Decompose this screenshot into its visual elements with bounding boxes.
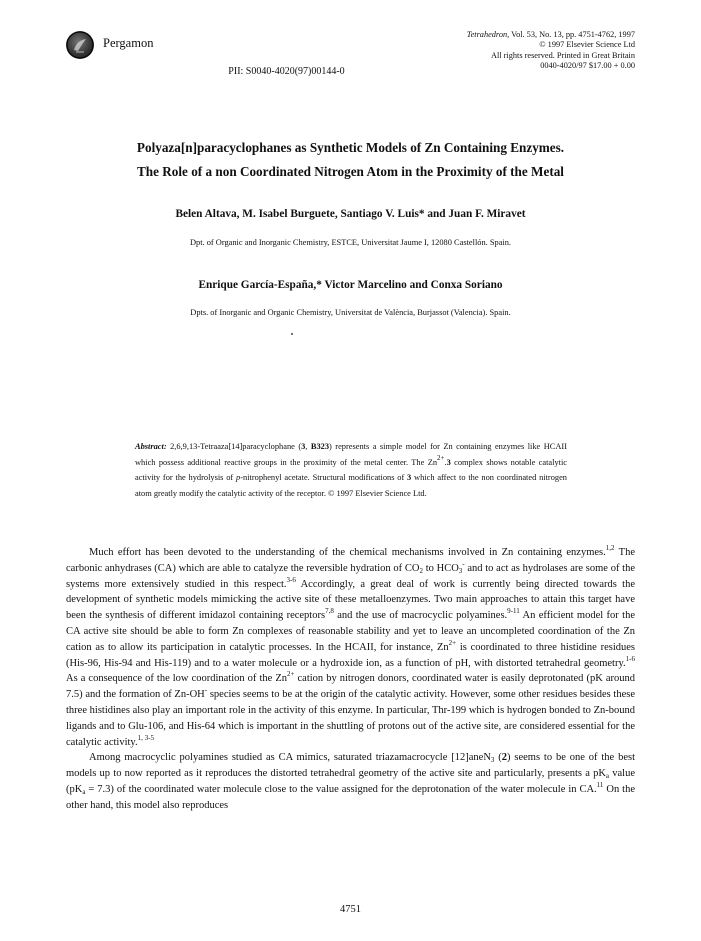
abstract-text: ) represents a simple model for Zn containing enzymes like HCAII which possess additional reactive groups in the proximity of the metal center. The Zn — [135, 442, 568, 467]
superscript: 2+ — [448, 638, 457, 647]
reference-marker: 3-6 — [286, 575, 296, 584]
subscript: 2 — [419, 566, 423, 575]
pii-line — [0, 66, 701, 77]
abstract — [135, 439, 567, 501]
compound-ref: B323 — [310, 442, 330, 451]
pii-text: PII: S0040-4020(97)00144-0 — [228, 66, 345, 77]
abstract-text: complex shows notable catalytic activity for the hydrolysis of — [135, 457, 568, 482]
affiliation-2: Dpts. of Inorganic and Organic Chemistry, Universitat de València, Burjassot (Valencia). Spain. — [190, 308, 511, 317]
author-group-2: Enrique García-España,* Victor Marcelino and Conxa Soriano — [198, 279, 503, 291]
italic-prefix: p — [236, 473, 241, 482]
subscript: 3 — [458, 566, 463, 575]
body-text — [66, 545, 635, 814]
reference-marker: 11 — [596, 780, 604, 789]
reference-marker: 1,2 — [605, 544, 615, 552]
text-run: species seems to be at the origin of the catalytic activity. However, some other residues besides these three histidines also play an important role in the activity of this enzyme. In particular, Thr-199 which is hydrogen bonded to Zn-bound ligands and to Glu-106, and His-64 which is important in the shuttling of protons out of the active site, are considered essential for the catalytic activity. — [66, 689, 635, 748]
pergamon-logo-icon — [66, 31, 94, 59]
superscript: - — [204, 686, 208, 695]
abstract-label: Abstract: — [135, 442, 167, 451]
text-run: = 7.3) of the coordinated water molecule close to the value assigned for the deprotonation of the water molecule in CA. — [85, 783, 597, 795]
title-line-2: The Role of a non Coordinated Nitrogen Atom in the Proximity of the Metal — [137, 164, 564, 179]
superscript: 2+ — [437, 453, 445, 462]
text-run: As a consequence of the low coordination of the Zn — [66, 673, 288, 685]
text-run: value (pK — [66, 768, 635, 795]
price-line: 0040-4020/97 $17.00 + 0.00 — [540, 61, 635, 71]
abstract-text: -nitrophenyl acetate. Structural modifications of — [240, 473, 408, 482]
rights-line: All rights reserved. Printed in Great Britain — [490, 50, 635, 60]
text-run: and the use of macrocyclic polyamines. — [333, 610, 508, 622]
text-run: The carbonic anhydrases (CA) which are able to catalyze the reversible hydration of CO — [66, 547, 636, 574]
page-number: 4751 — [340, 904, 361, 915]
publisher-name: Pergamon — [103, 36, 154, 50]
paragraph-1 — [66, 545, 635, 750]
title-line-1: Polyaza[n]paracyclophanes as Synthetic Models of Zn Containing Enzymes. — [136, 140, 565, 155]
abstract-text: 2,6,9,13-Tetraaza[14]paracyclophane ( — [166, 442, 302, 451]
compound-ref: 3 — [301, 442, 306, 451]
text-run: cation by nitrogen donors, coordinated water is easily deprotonated (pK around 7.5) and the formation of Zn-OH — [66, 673, 635, 701]
superscript: - — [462, 559, 465, 568]
compound-ref: 3 — [407, 473, 412, 482]
text-run: Accordingly, a great deal of work is currently being directed towards the development of synthetic models mimicking the active site of these metalloenzymes. Two main approaches to attain this target have been the synthesis of different imidazol containing receptors — [66, 578, 636, 622]
abstract-text: . — [444, 457, 447, 467]
abstract-text: , — [305, 442, 311, 451]
paragraph-2 — [66, 750, 635, 813]
text-run: is coordinated to three histidine residues (His-96, His-94 and His-119) and to a water molecule or a hydroxide ion, as a function of pH, with distorted tetrahedral geometry. — [66, 641, 635, 669]
stray-dot-mark — [291, 333, 293, 335]
subscript: a — [82, 787, 86, 796]
compound-ref: 2 — [501, 752, 508, 764]
abstract-text: which affect to the non coordinated nitrogen atom greatly modify the catalytic activity of the receptor. © 1997 Elsevier Science Ltd. — [135, 473, 567, 498]
affiliation-1: Dpt. of Organic and Inorganic Chemistry, ESTCE, Universitat Jaume I, 12080 Castellón. Spain. — [189, 238, 512, 247]
text-run: ) seems to be one of the best models up to now reported as it reproduces the distorted tetrahedral geometry of the active site and particularly, presents a pK — [66, 752, 636, 780]
journal-volume: Vol. 53, No. 13, pp. 4751-4762, 1997 — [509, 30, 635, 39]
reference-marker: 9-11 — [507, 607, 520, 616]
text-run: On the other hand, this model also reproduces — [66, 783, 635, 811]
article-title — [40, 136, 661, 184]
journal-name: Tetrahedron, — [466, 30, 510, 39]
reference-marker: 7,8 — [325, 607, 334, 616]
text-run: An efficient model for the CA active site should be able to form Zn complexes of reasonable stability and yet to leave an uncompleted coordination of the Zn cation as to allow its participation in catalytic processes. In the HCAII, for instance, Zn — [66, 610, 635, 653]
subscript: a — [605, 772, 610, 781]
journal-citation — [355, 30, 635, 40]
compound-ref: 3 — [446, 457, 451, 467]
text-run: ( — [494, 752, 502, 764]
subscript: 3 — [490, 756, 495, 765]
author-group-1: Belen Altava, M. Isabel Burguete, Santiago V. Luis* and Juan F. Miravet — [175, 208, 526, 220]
text-run: Among macrocyclic polyamines studied as CA mimics, saturated triazamacrocycle [12]aneN — [89, 752, 491, 764]
superscript: 2+ — [287, 670, 295, 679]
text-run: and to act as hydrolases are some of the systems more extensively studied in this respect. — [66, 562, 636, 590]
text-run: to HCO — [422, 562, 459, 574]
text-run: Much effort has been devoted to the understanding of the chemical mechanisms involved in Zn containing enzymes. — [89, 547, 606, 558]
reference-marker: 1, 3-5 — [137, 733, 154, 742]
copyright-line: © 1997 Elsevier Science Ltd — [539, 40, 635, 50]
reference-marker: 1-6 — [625, 654, 635, 663]
